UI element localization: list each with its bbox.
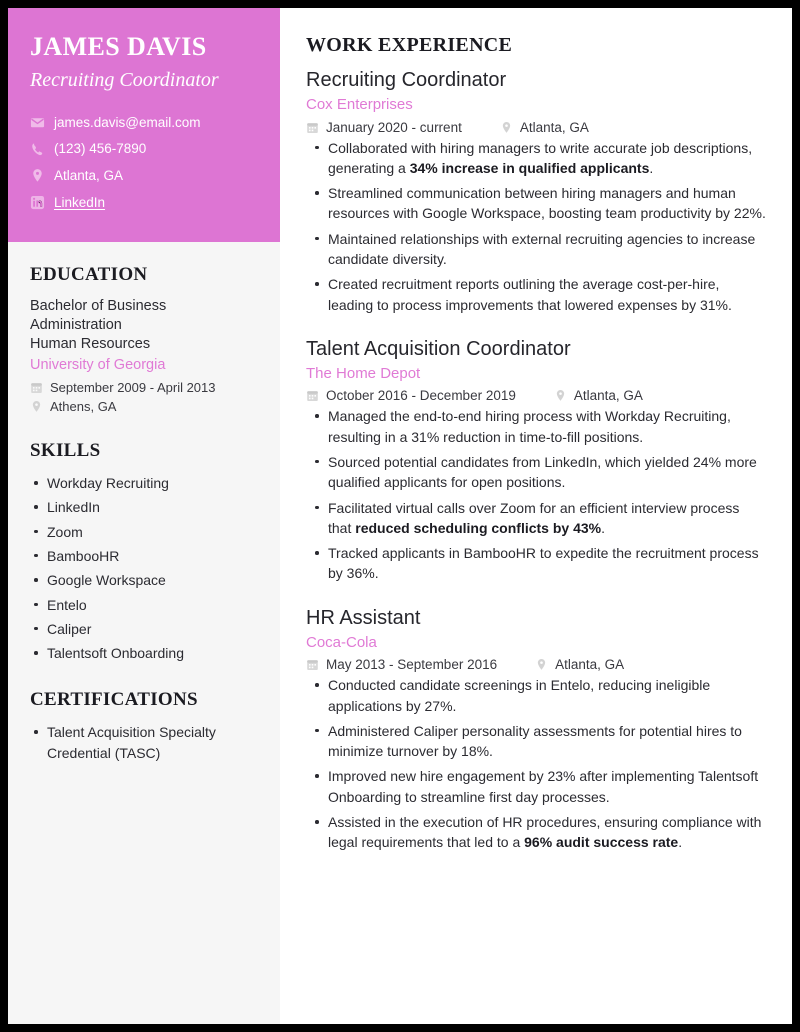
- list-item: Caliper: [30, 619, 258, 639]
- location-pin-icon: [554, 389, 567, 402]
- section-certifications: [30, 689, 258, 763]
- job-role: Recruiting Coordinator: [306, 69, 507, 91]
- list-item: Improved new hire engagement by 23% after implementing Talentsoft Onboarding to streamline first day processes.: [306, 766, 766, 807]
- job-company: Cox Enterprises: [306, 96, 413, 113]
- calendar-icon: [30, 381, 43, 394]
- profile-header: [8, 8, 280, 242]
- list-item: Collaborated with hiring managers to write accurate job descriptions, generating a 34% increase in qualified applicants.: [306, 138, 766, 179]
- job-dates: October 2016 - December 2019: [326, 388, 516, 404]
- list-item: Maintained relationships with external recruiting agencies to increase candidate diversity.: [306, 229, 766, 270]
- list-item: Entelo: [30, 595, 258, 615]
- list-item: Managed the end-to-end hiring process with Workday Recruiting, resulting in a 31% reduction in time-to-fill positions.: [306, 406, 766, 447]
- contact-item-location: [30, 167, 258, 185]
- section-education: [30, 264, 258, 414]
- education-degree-line2: Administration: [30, 317, 122, 334]
- job-location-item: [500, 120, 589, 135]
- sidebar: [8, 8, 280, 1024]
- education-degree-line1: Bachelor of Business: [30, 298, 167, 315]
- contact-item-email[interactable]: [30, 114, 258, 132]
- job-dates: May 2013 - September 2016: [326, 657, 498, 673]
- job-dates-item: [306, 120, 462, 135]
- job-bullets: [306, 138, 766, 315]
- certifications-list: [30, 722, 258, 763]
- job-meta: [306, 120, 766, 135]
- calendar-icon: [306, 389, 319, 402]
- job-dates: January 2020 - current: [326, 119, 462, 135]
- certifications-heading: CERTIFICATIONS: [30, 689, 198, 711]
- section-skills: [30, 440, 258, 663]
- job-role: Talent Acquisition Coordinator: [306, 337, 571, 360]
- list-item: Google Workspace: [30, 570, 258, 590]
- list-item: Zoom: [30, 522, 258, 542]
- list-item: BambooHR: [30, 546, 258, 566]
- calendar-icon: [306, 658, 319, 671]
- location-pin-icon: [535, 658, 548, 671]
- job-entry: [306, 606, 766, 853]
- skills-heading: SKILLS: [30, 440, 101, 462]
- job-entry: [306, 68, 766, 315]
- education-major: Human Resources: [30, 336, 151, 353]
- phone-icon: [30, 142, 45, 157]
- main-content: [280, 8, 792, 1024]
- list-item: Sourced potential candidates from LinkedIn, which yielded 24% more qualified applicants for open positions.: [306, 452, 766, 493]
- resume-page: [8, 8, 792, 1024]
- job-meta: [306, 388, 766, 403]
- job-bullets: [306, 675, 766, 852]
- education-location: Athens, GA: [50, 399, 117, 415]
- job-company: Coca-Cola: [306, 633, 377, 651]
- page-title: JAMES DAVIS: [30, 32, 207, 61]
- contact-list: [30, 114, 258, 211]
- job-location-item: [554, 388, 643, 403]
- sidebar-body: [8, 242, 280, 763]
- location-pin-icon: [30, 168, 45, 183]
- list-item: Talentsoft Onboarding: [30, 643, 258, 663]
- profile-subtitle: Recruiting Coordinator: [30, 68, 219, 91]
- education-heading: EDUCATION: [30, 264, 148, 286]
- contact-location-text: Atlanta, GA: [54, 167, 124, 183]
- list-item: Created recruitment reports outlining the average cost-per-hire, leading to process improvements that lowered expenses by 31%.: [306, 274, 766, 315]
- job-entry: [306, 337, 766, 584]
- job-location: Atlanta, GA: [519, 119, 589, 135]
- job-location: Atlanta, GA: [555, 657, 625, 673]
- work-experience-heading: WORK EXPERIENCE: [306, 34, 513, 56]
- location-pin-icon: [500, 121, 513, 134]
- list-item: LinkedIn: [30, 497, 258, 517]
- skills-list: [30, 473, 258, 663]
- calendar-icon: [306, 121, 319, 134]
- job-location-item: [535, 657, 624, 672]
- list-item: Streamlined communication between hiring managers and human resources with Google Workspace, boosting team productivity by 22%.: [306, 183, 766, 224]
- list-item: Conducted candidate screenings in Entelo, reducing ineligible applications by 27%.: [306, 675, 766, 716]
- job-bullets: [306, 406, 766, 583]
- education-location-row: [30, 399, 258, 414]
- contact-item-linkedin[interactable]: [30, 194, 258, 212]
- education-dates: September 2009 - April 2013: [50, 380, 216, 396]
- contact-linkedin-text: LinkedIn: [54, 194, 106, 210]
- list-item: Tracked applicants in BambooHR to expedite the recruitment process by 36%.: [306, 543, 766, 584]
- list-item: Workday Recruiting: [30, 473, 258, 493]
- list-item: Assisted in the execution of HR procedures, ensuring compliance with legal requirements that led to a 96% audit success rate.: [306, 812, 766, 853]
- contact-email-text: james.davis@email.com: [54, 114, 201, 130]
- job-location: Atlanta, GA: [573, 388, 643, 404]
- location-pin-icon: [30, 400, 43, 413]
- list-item: Talent Acquisition Specialty Credential (TASC): [30, 722, 258, 763]
- education-dates-row: [30, 380, 258, 395]
- job-meta: [306, 657, 766, 672]
- job-dates-item: [306, 388, 516, 403]
- contact-item-phone[interactable]: [30, 140, 258, 158]
- education-school: University of Georgia: [30, 357, 166, 374]
- list-item: Facilitated virtual calls over Zoom for an efficient interview process that reduced scheduling conflicts by 43%.: [306, 498, 766, 539]
- job-company: The Home Depot: [306, 364, 421, 382]
- contact-phone-text: (123) 456-7890: [54, 141, 147, 157]
- job-dates-item: [306, 657, 497, 672]
- list-item: Administered Caliper personality assessments for potential hires to minimize turnover by 18%.: [306, 721, 766, 762]
- envelope-icon: [30, 115, 45, 130]
- job-role: HR Assistant: [306, 606, 421, 629]
- linkedin-icon: [30, 195, 45, 210]
